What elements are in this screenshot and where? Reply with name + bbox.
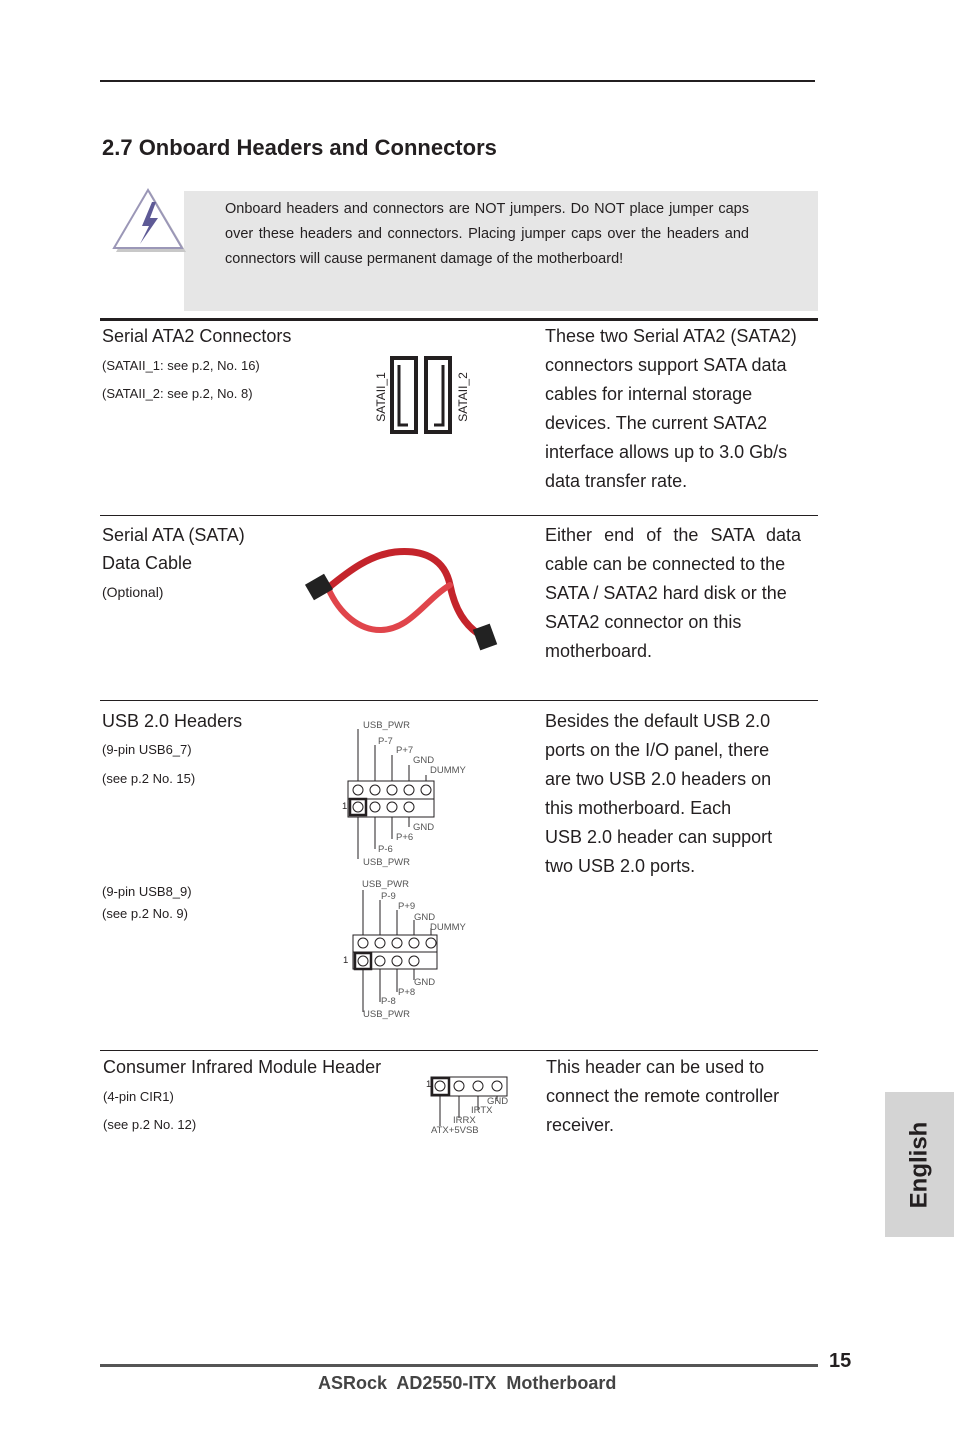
cir-pin-gnd: GND	[487, 1096, 509, 1107]
usb2-pin-label: USB_PWR	[363, 1009, 410, 1020]
desc-line: receiver.	[546, 1115, 615, 1135]
desc-line: two USB 2.0 ports.	[545, 856, 696, 876]
desc-line: This header can be used to	[546, 1057, 765, 1077]
sata2-ref2: (SATAII_2: see p.2, No. 8)	[102, 386, 253, 401]
usb2-pin-label: P+8	[398, 987, 416, 998]
cir-pin-irtx: IRTX	[471, 1105, 493, 1116]
usb2-pin1: 1	[343, 955, 349, 966]
usb2-pin-label: P-9	[381, 891, 396, 902]
sata2-description	[545, 322, 797, 496]
sata-cable-description	[545, 521, 801, 666]
usb-description	[545, 707, 772, 881]
cir-pin1: 1	[426, 1079, 432, 1090]
desc-line: motherboard.	[545, 641, 653, 661]
usb1-pin-label: P+6	[396, 832, 414, 843]
desc-line: SATA / SATA2 hard disk or the	[545, 583, 787, 603]
section-rule	[100, 700, 818, 701]
language-tab-label: English	[905, 1121, 933, 1208]
usb-ref2a: (9-pin USB8_9)	[102, 884, 192, 899]
usb1-pin-label: GND	[413, 822, 435, 833]
usb-ref1b: (see p.2 No. 15)	[102, 771, 196, 786]
desc-line: connectors support SATA data	[545, 355, 787, 375]
usb-title: USB 2.0 Headers	[102, 711, 243, 731]
desc-line: USB 2.0 header can support	[545, 827, 773, 847]
desc-line: Besides the default USB 2.0	[545, 711, 771, 731]
sata-cable-image	[300, 540, 500, 660]
desc-line: Either end of the SATA data	[545, 525, 801, 545]
usb6-7-header-diagram	[340, 715, 480, 875]
footer-rule	[100, 1364, 818, 1367]
cir-title: Consumer Infrared Module Header	[103, 1057, 382, 1077]
section-title: 2.7 Onboard Headers and Connectors	[102, 135, 497, 160]
section-rule-thick	[100, 318, 818, 321]
desc-line: are two USB 2.0 headers on	[545, 769, 772, 789]
sata2-title: Serial ATA2 Connectors	[102, 326, 292, 346]
desc-line: cable can be connected to the	[545, 554, 786, 574]
desc-line: devices. The current SATA2	[545, 413, 768, 433]
cir-ref2: (see p.2 No. 12)	[103, 1117, 197, 1132]
section-rule	[100, 1050, 818, 1051]
section-rule	[100, 515, 818, 516]
desc-line: cables for internal storage	[545, 384, 753, 404]
usb1-pin-label: P+7	[396, 745, 414, 756]
top-rule	[100, 80, 815, 82]
cir-description	[546, 1053, 779, 1140]
sata2-label2: SATAII_2	[456, 372, 470, 422]
usb1-pin-label: DUMMY	[430, 765, 466, 776]
desc-line: These two Serial ATA2 (SATA2)	[545, 326, 797, 346]
sata-cable-title1: Serial ATA (SATA)	[102, 525, 245, 545]
usb2-pin-label: GND	[414, 977, 436, 988]
usb1-pin-label: P-6	[378, 844, 393, 855]
sata-cable-title2: Data Cable	[102, 553, 193, 573]
cir-pin-5vsb: ATX+5VSB	[431, 1125, 479, 1136]
usb1-pin-label: GND	[413, 755, 435, 766]
sata2-ref1: (SATAII_1: see p.2, No. 16)	[102, 358, 260, 373]
cir-ref1: (4-pin CIR1)	[103, 1089, 174, 1104]
desc-line: data transfer rate.	[545, 471, 688, 491]
cir-pin-irrx: IRRX	[453, 1115, 476, 1126]
usb1-pin-label: USB_PWR	[363, 857, 410, 868]
usb2-pin-label: DUMMY	[430, 922, 466, 933]
warning-icon	[112, 188, 190, 256]
desc-line: interface allows up to 3.0 Gb/s	[545, 442, 788, 462]
usb-ref1a: (9-pin USB6_7)	[102, 742, 192, 757]
sata2-label1: SATAII_1	[374, 372, 388, 422]
language-tab-label-wrap	[885, 1092, 954, 1237]
footer-product: ASRock AD2550-ITX Motherboard	[318, 1373, 617, 1393]
page-number: 15	[829, 1350, 852, 1372]
usb2-pin-label: P+9	[398, 901, 416, 912]
desc-line: this motherboard. Each	[545, 798, 732, 818]
usb1-pin-label: P-7	[378, 736, 393, 747]
desc-line: connect the remote controller	[546, 1086, 780, 1106]
usb2-pin-label: P-8	[381, 996, 396, 1007]
usb1-pin1: 1	[342, 801, 348, 812]
usb-ref2b: (see p.2 No. 9)	[102, 906, 188, 921]
usb2-pin-label: GND	[414, 912, 436, 923]
desc-line: SATA2 connector on this	[545, 612, 742, 632]
desc-line: ports on the I/O panel, there	[545, 740, 770, 760]
usb2-pin-label: USB_PWR	[362, 879, 409, 890]
warning-text: Onboard headers and connectors are NOT jumpers. Do NOT place jumper caps over these headers and connectors. Placing jumper caps over the headers and connectors will cause permanent damage of the motherboard!	[225, 201, 749, 267]
usb1-pin-label: USB_PWR	[363, 720, 410, 731]
sata-cable-optional: (Optional)	[102, 584, 164, 600]
